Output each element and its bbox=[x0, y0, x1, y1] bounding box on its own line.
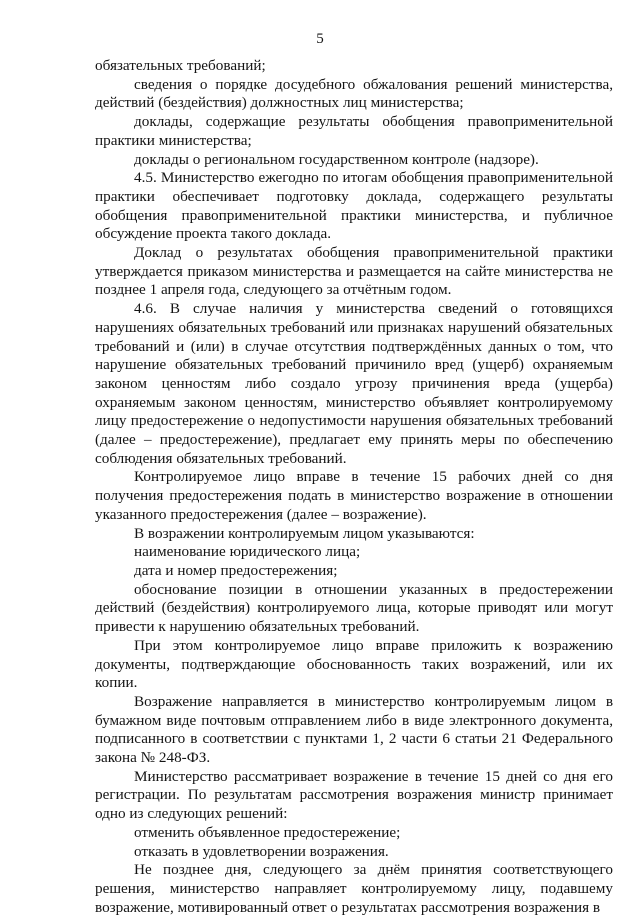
paragraph: Министерство рассматривает возражение в течение 15 дней со дня его регистрации. По результатам рассмотрения возражения министр принимает одно из следующих решений: bbox=[95, 767, 613, 823]
paragraph: отменить объявленное предостережение; bbox=[134, 823, 401, 841]
paragraph: дата и номер предостережения; bbox=[134, 561, 338, 579]
paragraph: доклады о региональном государственном контроле (надзоре). bbox=[134, 150, 539, 168]
paragraph: наименование юридического лица; bbox=[134, 543, 361, 561]
paragraph: Возражение направляется в министерство контролируемым лицом в бумажном виде почтовым отправлением либо в виде электронного документа, подписанного в соответствии с пунктами 1, 2 части 6 статьи 21 Федерального закона № 248-ФЗ. bbox=[95, 692, 613, 767]
paragraph: В возражении контролируемым лицом указываются: bbox=[134, 524, 475, 542]
paragraph: Не позднее дня, следующего за днём принятия соответствующего решения, министерство направляет контролируемому лицу, подавшему возражение, мотивированный ответ о результатах рассмотрения возражения в bbox=[95, 861, 613, 916]
paragraph: сведения о порядке досудебного обжалования решений министерства, действий (бездействия) должностных лиц министерства; bbox=[95, 75, 613, 112]
paragraph: Контролируемое лицо вправе в течение 15 рабочих дней со дня получения предостережения подать в министерство возражение в отношении указанного предостережения (далее – возражение). bbox=[95, 468, 613, 523]
paragraph: 4.5. Министерство ежегодно по итогам обобщения правоприменительной практики обеспечивает подготовку доклада, содержащего результаты обобщения правоприменительной практики министерства, и публичное обсуждение проекта такого доклада. bbox=[95, 169, 613, 243]
paragraph: Доклад о результатах обобщения правоприменительной практики утверждается приказом министерства и размещается на сайте министерства не позднее 1 апреля года, следующего за отчётным годом. bbox=[95, 244, 613, 299]
paragraph: обоснование позиции в отношении указанных в предостережении действий (бездействия) контролируемого лица, которые приводят или могут привести к нарушению обязательных требований. bbox=[95, 580, 613, 636]
page-number: 5 bbox=[316, 31, 324, 47]
paragraph: обязательных требований; bbox=[95, 57, 266, 74]
paragraph: При этом контролируемое лицо вправе приложить к возражению документы, подтверждающие обоснованность таких возражений, или их копии. bbox=[95, 636, 613, 692]
document-body bbox=[95, 57, 613, 917]
paragraph: доклады, содержащие результаты обобщения правоприменительной практики министерства; bbox=[95, 113, 613, 149]
paragraph: отказать в удовлетворении возражения. bbox=[134, 842, 389, 860]
paragraph: 4.6. В случае наличия у министерства сведений о готовящихся нарушениях обязательных требований или признаках нарушений обязательных требований и (или) в случае отсутствия подтверждённых данных о том, что нарушение обязательных требований причинило вред (ущерб) охраняемым законом ценностям либо создало угрозу причинения вреда (ущерба) охраняемым законом ценностям, министерство объявляет контролируемому лицу предостережение о недопустимости нарушения обязательных требований (далее – предостережение), предлагает ему принять меры по обеспечению соблюдения обязательных требований. bbox=[95, 300, 613, 467]
